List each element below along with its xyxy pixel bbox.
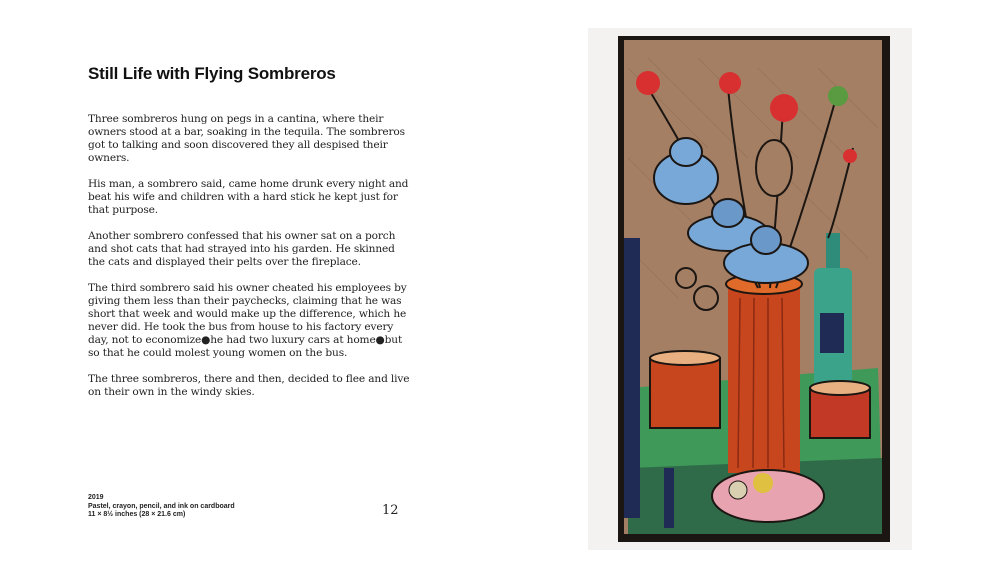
artwork-frame	[588, 28, 912, 550]
flower-red-1	[636, 71, 660, 95]
bottle-label	[820, 313, 844, 353]
caption-medium: Pastel, crayon, pencil, and ink on cardboard	[88, 502, 235, 510]
fruit-yellow	[753, 473, 773, 493]
flower-red-2	[719, 72, 741, 94]
paragraph-1: Three sombreros hung on pegs in a cantina, where their owners stood at a bar, soaking in the tequila. The sombreros got to talking and soon discovered they all despised their owners.	[88, 113, 405, 164]
flower-red-4	[843, 149, 857, 163]
left-cup-rim	[650, 351, 720, 365]
caption-dimensions: 11 × 8½ inches (28 × 21.6 cm)	[88, 511, 186, 518]
paragraph-4: The third sombrero said his owner cheated his employees by giving them less than their paychecks, claiming that he was short that week and would make up the difference, which he never did. He took the bus from house to his factory every day, not to economize●he had two luxury cars at home●but so that he could molest young women on the bus.	[88, 282, 407, 359]
flower-green	[828, 86, 848, 106]
fruit-green	[729, 481, 747, 499]
right-mug-rim	[810, 381, 870, 395]
page-number: 12	[382, 503, 399, 518]
bottle-neck	[826, 233, 840, 273]
profile-face	[756, 140, 792, 196]
paragraph-3: Another sombrero confessed that his owner sat on a porch and shot cats that had strayed into his garden. He skinned the cats and displayed their pelts over the fireplace.	[88, 230, 396, 268]
artwork-image	[588, 28, 912, 550]
right-page	[500, 0, 1000, 561]
navy-band-left	[624, 238, 640, 518]
page-title: Still Life with Flying Sombreros	[88, 64, 336, 83]
story-text	[88, 113, 410, 412]
left-cup	[650, 358, 720, 428]
artwork-caption	[88, 494, 235, 520]
caption-year: 2019	[88, 494, 104, 501]
paragraph-5: The three sombreros, there and then, decided to flee and live on their own in the windy skies.	[88, 373, 410, 398]
flower-red-3	[770, 94, 798, 122]
navy-band-mid	[664, 468, 674, 528]
paragraph-2: His man, a sombrero said, came home drunk every night and beat his wife and children with a hard stick he kept just for that purpose.	[88, 178, 409, 216]
